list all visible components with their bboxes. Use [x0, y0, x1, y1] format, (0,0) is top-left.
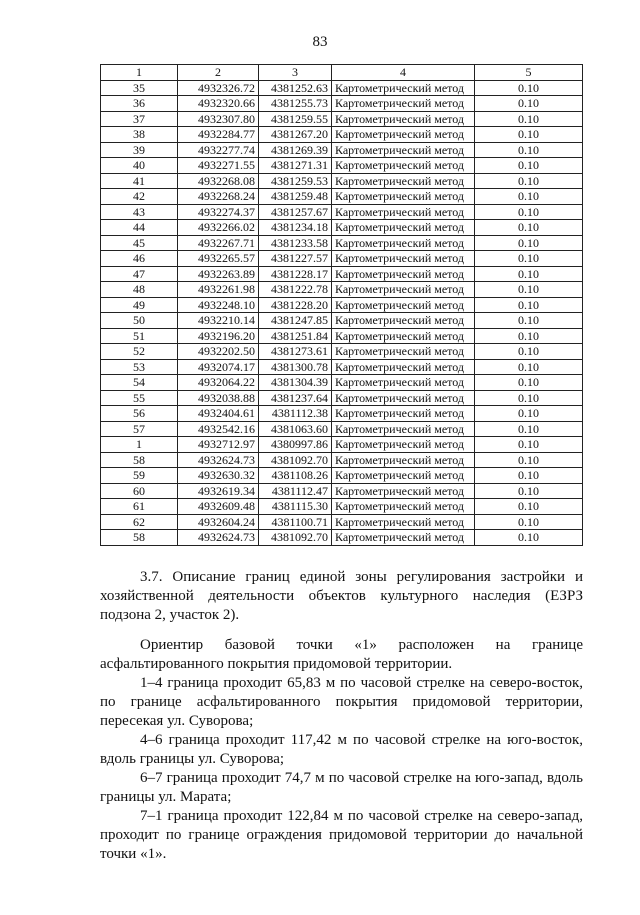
section-text — [100, 568, 583, 864]
y-coordinate-cell: 4381115.30 — [259, 499, 332, 515]
table-row — [101, 266, 583, 282]
table-row — [101, 173, 583, 189]
table-row — [101, 204, 583, 220]
y-coordinate-cell: 4381092.70 — [259, 452, 332, 468]
accuracy-cell: 0.10 — [475, 359, 583, 375]
method-cell: Картометрический метод — [332, 220, 475, 236]
table-row — [101, 313, 583, 329]
y-coordinate-cell: 4380997.86 — [259, 437, 332, 453]
accuracy-cell: 0.10 — [475, 173, 583, 189]
y-coordinate-cell: 4381100.71 — [259, 514, 332, 530]
y-coordinate-cell: 4381252.63 — [259, 80, 332, 96]
accuracy-cell: 0.10 — [475, 452, 583, 468]
table-row — [101, 220, 583, 236]
accuracy-cell: 0.10 — [475, 220, 583, 236]
accuracy-cell: 0.10 — [475, 111, 583, 127]
column-header: 3 — [259, 65, 332, 81]
accuracy-cell: 0.10 — [475, 344, 583, 360]
table-row — [101, 96, 583, 112]
table-row — [101, 251, 583, 267]
method-cell: Картометрический метод — [332, 514, 475, 530]
method-cell: Картометрический метод — [332, 142, 475, 158]
accuracy-cell: 0.10 — [475, 483, 583, 499]
method-cell: Картометрический метод — [332, 468, 475, 484]
x-coordinate-cell: 4932619.34 — [178, 483, 259, 499]
x-coordinate-cell: 4932624.73 — [178, 452, 259, 468]
y-coordinate-cell: 4381247.85 — [259, 313, 332, 329]
table-row — [101, 421, 583, 437]
section-heading: 3.7. Описание границ единой зоны регулирования застройки и хозяйственной деятельности объектов культурного наследия (ЕЗРЗ подзона 2, участок 2). — [100, 569, 583, 623]
table-row — [101, 127, 583, 143]
y-coordinate-cell: 4381228.20 — [259, 297, 332, 313]
point-number-cell: 50 — [101, 313, 178, 329]
y-coordinate-cell: 4381092.70 — [259, 530, 332, 546]
y-coordinate-cell: 4381304.39 — [259, 375, 332, 391]
column-header: 5 — [475, 65, 583, 81]
x-coordinate-cell: 4932307.80 — [178, 111, 259, 127]
point-number-cell: 36 — [101, 96, 178, 112]
x-coordinate-cell: 4932261.98 — [178, 282, 259, 298]
point-number-cell: 56 — [101, 406, 178, 422]
point-number-cell: 53 — [101, 359, 178, 375]
method-cell: Картометрический метод — [332, 421, 475, 437]
x-coordinate-cell: 4932202.50 — [178, 344, 259, 360]
table-header-row — [101, 65, 583, 81]
paragraph: 6–7 граница проходит 74,7 м по часовой стрелке на юго-запад, вдоль границы ул. Марата; — [100, 770, 583, 805]
method-cell: Картометрический метод — [332, 111, 475, 127]
point-number-cell: 43 — [101, 204, 178, 220]
table-row — [101, 328, 583, 344]
method-cell: Картометрический метод — [332, 80, 475, 96]
y-coordinate-cell: 4381269.39 — [259, 142, 332, 158]
point-number-cell: 39 — [101, 142, 178, 158]
y-coordinate-cell: 4381259.48 — [259, 189, 332, 205]
x-coordinate-cell: 4932210.14 — [178, 313, 259, 329]
x-coordinate-cell: 4932267.71 — [178, 235, 259, 251]
method-cell: Картометрический метод — [332, 266, 475, 282]
point-number-cell: 37 — [101, 111, 178, 127]
accuracy-cell: 0.10 — [475, 235, 583, 251]
table-row — [101, 189, 583, 205]
method-cell: Картометрический метод — [332, 437, 475, 453]
accuracy-cell: 0.10 — [475, 80, 583, 96]
table-row — [101, 452, 583, 468]
page-number: 83 — [312, 34, 328, 50]
y-coordinate-cell: 4381259.55 — [259, 111, 332, 127]
y-coordinate-cell: 4381112.47 — [259, 483, 332, 499]
y-coordinate-cell: 4381257.67 — [259, 204, 332, 220]
point-number-cell: 57 — [101, 421, 178, 437]
table-row — [101, 80, 583, 96]
accuracy-cell: 0.10 — [475, 158, 583, 174]
method-cell: Картометрический метод — [332, 235, 475, 251]
method-cell: Картометрический метод — [332, 96, 475, 112]
x-coordinate-cell: 4932326.72 — [178, 80, 259, 96]
accuracy-cell: 0.10 — [475, 142, 583, 158]
method-cell: Картометрический метод — [332, 189, 475, 205]
x-coordinate-cell: 4932196.20 — [178, 328, 259, 344]
method-cell: Картометрический метод — [332, 127, 475, 143]
x-coordinate-cell: 4932277.74 — [178, 142, 259, 158]
x-coordinate-cell: 4932266.02 — [178, 220, 259, 236]
table-row — [101, 282, 583, 298]
x-coordinate-cell: 4932271.55 — [178, 158, 259, 174]
y-coordinate-cell: 4381227.57 — [259, 251, 332, 267]
method-cell: Картометрический метод — [332, 499, 475, 515]
point-number-cell: 54 — [101, 375, 178, 391]
table-row — [101, 297, 583, 313]
point-number-cell: 51 — [101, 328, 178, 344]
x-coordinate-cell: 4932268.08 — [178, 173, 259, 189]
x-coordinate-cell: 4932263.89 — [178, 266, 259, 282]
table-row — [101, 499, 583, 515]
point-number-cell: 40 — [101, 158, 178, 174]
method-cell: Картометрический метод — [332, 251, 475, 267]
method-cell: Картометрический метод — [332, 297, 475, 313]
y-coordinate-cell: 4381267.20 — [259, 127, 332, 143]
column-header: 1 — [101, 65, 178, 81]
x-coordinate-cell: 4932630.32 — [178, 468, 259, 484]
accuracy-cell: 0.10 — [475, 189, 583, 205]
y-coordinate-cell: 4381222.78 — [259, 282, 332, 298]
point-number-cell: 60 — [101, 483, 178, 499]
column-header: 2 — [178, 65, 259, 81]
method-cell: Картометрический метод — [332, 204, 475, 220]
y-coordinate-cell: 4381063.60 — [259, 421, 332, 437]
x-coordinate-cell: 4932268.24 — [178, 189, 259, 205]
table-row — [101, 406, 583, 422]
point-number-cell: 58 — [101, 530, 178, 546]
x-coordinate-cell: 4932320.66 — [178, 96, 259, 112]
column-header: 4 — [332, 65, 475, 81]
point-number-cell: 35 — [101, 80, 178, 96]
y-coordinate-cell: 4381273.61 — [259, 344, 332, 360]
accuracy-cell: 0.10 — [475, 421, 583, 437]
x-coordinate-cell: 4932609.48 — [178, 499, 259, 515]
paragraph: 7–1 граница проходит 122,84 м по часовой стрелке на северо-запад, проходит по границе ограждения придомовой территории до начальной точки «1». — [100, 808, 583, 862]
x-coordinate-cell: 4932248.10 — [178, 297, 259, 313]
point-number-cell: 45 — [101, 235, 178, 251]
table-row — [101, 468, 583, 484]
y-coordinate-cell: 4381255.73 — [259, 96, 332, 112]
table-row — [101, 359, 583, 375]
point-number-cell: 61 — [101, 499, 178, 515]
y-coordinate-cell: 4381108.26 — [259, 468, 332, 484]
accuracy-cell: 0.10 — [475, 204, 583, 220]
y-coordinate-cell: 4381251.84 — [259, 328, 332, 344]
x-coordinate-cell: 4932542.16 — [178, 421, 259, 437]
method-cell: Картометрический метод — [332, 313, 475, 329]
table-row — [101, 514, 583, 530]
table-row — [101, 142, 583, 158]
table-row — [101, 375, 583, 391]
x-coordinate-cell: 4932074.17 — [178, 359, 259, 375]
method-cell: Картометрический метод — [332, 390, 475, 406]
point-number-cell: 59 — [101, 468, 178, 484]
accuracy-cell: 0.10 — [475, 328, 583, 344]
table-row — [101, 235, 583, 251]
method-cell: Картометрический метод — [332, 344, 475, 360]
x-coordinate-cell: 4932265.57 — [178, 251, 259, 267]
point-number-cell: 42 — [101, 189, 178, 205]
y-coordinate-cell: 4381233.58 — [259, 235, 332, 251]
point-number-cell: 38 — [101, 127, 178, 143]
x-coordinate-cell: 4932274.37 — [178, 204, 259, 220]
accuracy-cell: 0.10 — [475, 390, 583, 406]
y-coordinate-cell: 4381237.64 — [259, 390, 332, 406]
x-coordinate-cell: 4932064.22 — [178, 375, 259, 391]
table-row — [101, 437, 583, 453]
table-body — [101, 80, 583, 545]
method-cell: Картометрический метод — [332, 406, 475, 422]
point-number-cell: 48 — [101, 282, 178, 298]
table-row — [101, 344, 583, 360]
method-cell: Картометрический метод — [332, 282, 475, 298]
accuracy-cell: 0.10 — [475, 297, 583, 313]
accuracy-cell: 0.10 — [475, 266, 583, 282]
method-cell: Картометрический метод — [332, 359, 475, 375]
table-row — [101, 390, 583, 406]
accuracy-cell: 0.10 — [475, 468, 583, 484]
method-cell: Картометрический метод — [332, 483, 475, 499]
paragraph: 4–6 граница проходит 117,42 м по часовой стрелке на юго-восток, вдоль границы ул. Суворова; — [100, 732, 583, 767]
x-coordinate-cell: 4932284.77 — [178, 127, 259, 143]
point-number-cell: 1 — [101, 437, 178, 453]
accuracy-cell: 0.10 — [475, 499, 583, 515]
y-coordinate-cell: 4381259.53 — [259, 173, 332, 189]
x-coordinate-cell: 4932624.73 — [178, 530, 259, 546]
accuracy-cell: 0.10 — [475, 96, 583, 112]
accuracy-cell: 0.10 — [475, 437, 583, 453]
point-number-cell: 58 — [101, 452, 178, 468]
paragraph: Ориентир базовой точки «1» расположен на границе асфальтированного покрытия придомовой территории. — [100, 637, 583, 672]
accuracy-cell: 0.10 — [475, 375, 583, 391]
method-cell: Картометрический метод — [332, 158, 475, 174]
coordinates-table — [100, 64, 583, 546]
x-coordinate-cell: 4932404.61 — [178, 406, 259, 422]
table-row — [101, 530, 583, 546]
x-coordinate-cell: 4932038.88 — [178, 390, 259, 406]
accuracy-cell: 0.10 — [475, 530, 583, 546]
point-number-cell: 52 — [101, 344, 178, 360]
method-cell: Картометрический метод — [332, 173, 475, 189]
y-coordinate-cell: 4381228.17 — [259, 266, 332, 282]
table-row — [101, 158, 583, 174]
y-coordinate-cell: 4381112.38 — [259, 406, 332, 422]
y-coordinate-cell: 4381234.18 — [259, 220, 332, 236]
accuracy-cell: 0.10 — [475, 514, 583, 530]
accuracy-cell: 0.10 — [475, 406, 583, 422]
table-row — [101, 483, 583, 499]
y-coordinate-cell: 4381271.31 — [259, 158, 332, 174]
accuracy-cell: 0.10 — [475, 313, 583, 329]
point-number-cell: 44 — [101, 220, 178, 236]
method-cell: Картометрический метод — [332, 452, 475, 468]
point-number-cell: 55 — [101, 390, 178, 406]
point-number-cell: 62 — [101, 514, 178, 530]
accuracy-cell: 0.10 — [475, 251, 583, 267]
y-coordinate-cell: 4381300.78 — [259, 359, 332, 375]
method-cell: Картометрический метод — [332, 530, 475, 546]
accuracy-cell: 0.10 — [475, 282, 583, 298]
accuracy-cell: 0.10 — [475, 127, 583, 143]
point-number-cell: 46 — [101, 251, 178, 267]
point-number-cell: 49 — [101, 297, 178, 313]
x-coordinate-cell: 4932712.97 — [178, 437, 259, 453]
table-row — [101, 111, 583, 127]
paragraph: 1–4 граница проходит 65,83 м по часовой стрелке на северо-восток, по границе асфальтированного покрытия придомовой территории, пересекая ул. Суворова; — [100, 675, 583, 729]
point-number-cell: 41 — [101, 173, 178, 189]
point-number-cell: 47 — [101, 266, 178, 282]
x-coordinate-cell: 4932604.24 — [178, 514, 259, 530]
method-cell: Картометрический метод — [332, 328, 475, 344]
method-cell: Картометрический метод — [332, 375, 475, 391]
